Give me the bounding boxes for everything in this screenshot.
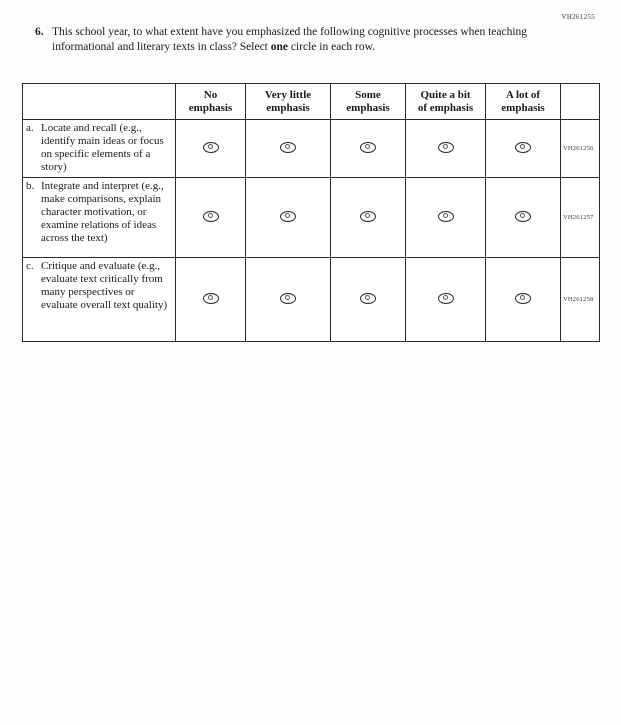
bubble-mark <box>365 295 370 300</box>
header-line: emphasis <box>501 101 545 114</box>
row-item-text: Integrate and interpret (e.g., make comparisons, explain character motivation, or examine relations of ideas across the text) <box>41 180 164 244</box>
header-line: Some <box>355 88 381 101</box>
answer-cell-some-emphasis <box>331 178 406 258</box>
answer-bubble[interactable] <box>438 211 454 222</box>
table-row <box>23 258 600 342</box>
answer-bubble[interactable] <box>438 293 454 304</box>
answer-bubble[interactable] <box>438 142 454 153</box>
question-text <box>52 25 555 54</box>
column-header-a-lot-of-emphasis <box>486 84 561 120</box>
header-line: Quite a bit <box>420 88 471 101</box>
row-item-label <box>23 120 176 178</box>
bubble-mark <box>520 295 525 300</box>
row-letter: a. <box>26 122 34 134</box>
answer-cell-some-emphasis <box>331 258 406 342</box>
answer-cell-very-little-emphasis <box>246 178 331 258</box>
answer-cell-a-lot-of-emphasis <box>486 120 561 178</box>
question-text-bold: one <box>270 40 288 53</box>
answer-bubble[interactable] <box>203 142 219 153</box>
answer-cell-no-emphasis <box>176 120 246 178</box>
answer-cell-quite-a-bit-of-emphasis <box>406 178 486 258</box>
column-header-very-little-emphasis <box>246 84 331 120</box>
question-text-part1: This school year, to what extent have you emphasized the following cognitive processes when teaching informational and literary texts in class? Select <box>52 26 528 53</box>
bubble-mark <box>208 213 213 218</box>
answer-cell-a-lot-of-emphasis <box>486 178 561 258</box>
header-line: emphasis <box>266 101 310 114</box>
bubble-mark <box>365 213 370 218</box>
table-row <box>23 120 600 178</box>
column-header-quite-a-bit-of-emphasis <box>406 84 486 120</box>
answer-bubble[interactable] <box>360 293 376 304</box>
answer-bubble[interactable] <box>515 142 531 153</box>
bubble-mark <box>208 144 213 149</box>
header-line: emphasis <box>188 101 233 114</box>
row-item-text: Critique and evaluate (e.g., evaluate text critically from many perspectives or evaluate overall text quality) <box>41 260 168 311</box>
bubble-mark <box>285 295 290 300</box>
table-header-row <box>23 84 600 120</box>
row-code: VH261257 <box>561 178 600 258</box>
header-line: A lot of <box>505 88 541 101</box>
answer-cell-no-emphasis <box>176 178 246 258</box>
form-code: VH261255 <box>561 13 595 21</box>
answer-cell-no-emphasis <box>176 258 246 342</box>
answer-bubble[interactable] <box>360 142 376 153</box>
answer-cell-very-little-emphasis <box>246 258 331 342</box>
answer-bubble[interactable] <box>515 211 531 222</box>
bubble-mark <box>285 213 290 218</box>
bubble-mark <box>208 295 213 300</box>
row-item-text: Locate and recall (e.g., identify main ideas or focus on specific elements of a story) <box>41 122 164 173</box>
row-item-label <box>23 178 176 258</box>
row-code: VH261256 <box>561 120 600 178</box>
bubble-mark <box>443 213 448 218</box>
header-line: emphasis <box>346 101 390 114</box>
header-line: Very little <box>264 88 312 101</box>
answer-bubble[interactable] <box>280 293 296 304</box>
column-header-no-emphasis <box>176 84 246 120</box>
header-line: No <box>203 88 218 101</box>
row-letter: c. <box>26 260 34 272</box>
column-header-some-emphasis <box>331 84 406 120</box>
emphasis-table <box>22 83 600 342</box>
answer-bubble[interactable] <box>280 211 296 222</box>
answer-cell-quite-a-bit-of-emphasis <box>406 258 486 342</box>
header-blank-cell <box>23 84 176 120</box>
bubble-mark <box>285 144 290 149</box>
answer-cell-quite-a-bit-of-emphasis <box>406 120 486 178</box>
answer-bubble[interactable] <box>515 293 531 304</box>
answer-cell-very-little-emphasis <box>246 120 331 178</box>
question-block <box>35 25 555 54</box>
answer-cell-a-lot-of-emphasis <box>486 258 561 342</box>
answer-bubble[interactable] <box>203 293 219 304</box>
bubble-mark <box>443 295 448 300</box>
row-item-label <box>23 258 176 342</box>
answer-bubble[interactable] <box>203 211 219 222</box>
bubble-mark <box>520 213 525 218</box>
answer-bubble[interactable] <box>360 211 376 222</box>
bubble-mark <box>365 144 370 149</box>
bubble-mark <box>520 144 525 149</box>
row-code: VH261258 <box>561 258 600 342</box>
answer-bubble[interactable] <box>280 142 296 153</box>
header-code-cell <box>561 84 600 120</box>
header-line: of emphasis <box>417 101 474 114</box>
row-letter: b. <box>26 180 35 192</box>
answer-cell-some-emphasis <box>331 120 406 178</box>
table-row <box>23 178 600 258</box>
question-number: 6. <box>35 26 44 38</box>
bubble-mark <box>443 144 448 149</box>
question-text-part2: circle in each row. <box>288 40 376 53</box>
